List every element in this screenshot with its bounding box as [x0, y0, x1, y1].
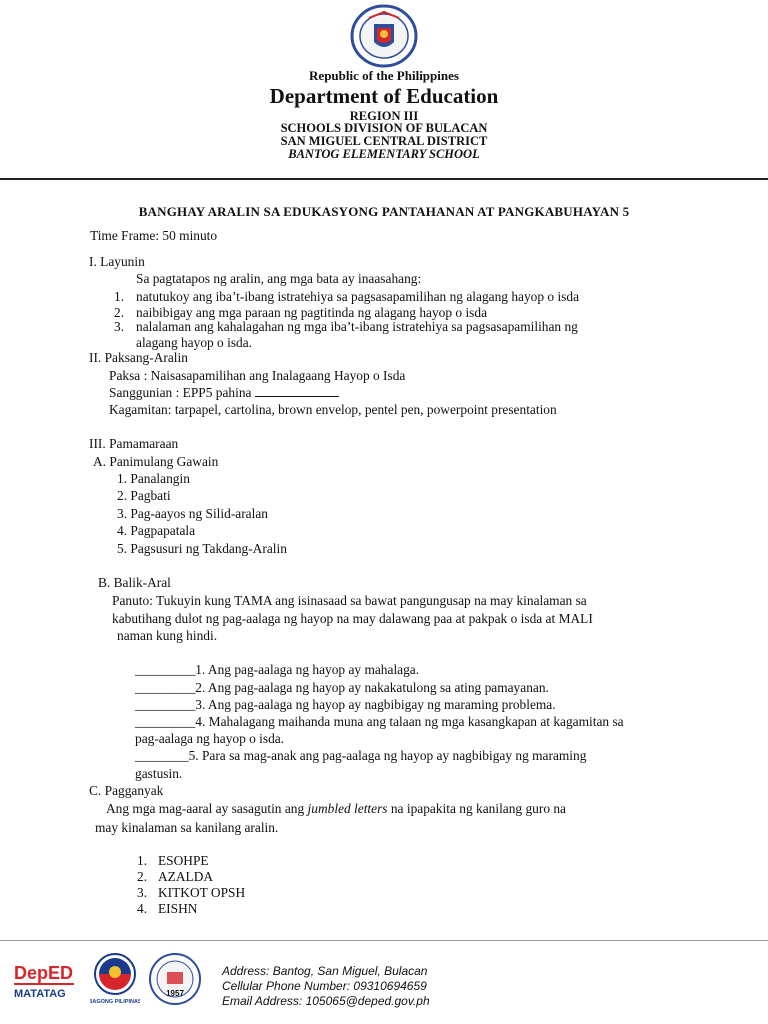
paksa-heading: II. Paksang-Aralin	[89, 350, 188, 365]
svg-text:MATATAG: MATATAG	[14, 988, 66, 1000]
time-frame: Time Frame: 50 minuto	[90, 228, 218, 243]
layunin-item-text: natutukoy ang iba’t-ibang istratehiya sa pagsasapamilihan ng alagang hayop o isda	[136, 289, 580, 304]
panuto-line: Panuto: Tukuyin kung TAMA ang isinasaad sa bawat pangungusap na may kinalaman sa	[112, 593, 587, 608]
balik-aral-item	[135, 713, 624, 730]
footer-phone: Cellular Phone Number: 09310694659	[222, 979, 427, 993]
paksa-sanggunian	[109, 384, 339, 401]
answer-blank: ________	[135, 748, 189, 763]
header-region: REGION III	[349, 109, 419, 123]
panimulang-item: 4. Pagpapatala	[117, 523, 196, 538]
layunin-intro: Sa pagtatapos ng aralin, ang mga bata ay inaasahang:	[136, 271, 422, 286]
jumbled-number: 2.	[137, 869, 148, 884]
footer-address: Address: Bantog, San Miguel, Bulacan	[222, 964, 428, 978]
balik-aral-item-cont: gastusin.	[135, 766, 183, 781]
pagganyak-heading: C. Pagganyak	[89, 783, 164, 798]
sanggunian-blank	[255, 385, 339, 397]
layunin-item-number: 1.	[114, 289, 125, 304]
balik-aral-item	[135, 696, 556, 713]
pagganyak-line: may kinalaman sa kanilang aralin.	[95, 820, 279, 835]
pagganyak-line	[106, 800, 566, 817]
balik-aral-item-text: 2. Ang pag-aalaga ng hayop ay nakakatulong sa ating pamayanan.	[195, 680, 549, 695]
layunin-heading: I. Layunin	[89, 254, 145, 269]
jumbled-word: EISHN	[158, 901, 198, 916]
balik-aral-item	[135, 679, 549, 696]
balik-aral-item-cont: pag-aalaga ng hayop o isda.	[135, 731, 285, 746]
balik-aral-item	[135, 661, 419, 678]
panuto-line: naman kung hindi.	[117, 628, 218, 643]
jumbled-number: 1.	[137, 853, 148, 868]
paksa-kagamitan: Kagamitan: tarpapel, cartolina, brown envelop, pentel pen, powerpoint presentation	[109, 402, 557, 417]
pagganyak-text: Ang mga mag-aaral ay sasagutin ang	[106, 801, 308, 816]
balik-aral-item-text: 3. Ang pag-aalaga ng hayop ay nagbibigay ng maraming problema.	[195, 697, 556, 712]
panimulang-item: 5. Pagsusuri ng Takdang-Aralin	[117, 541, 287, 556]
panimulang-item: 3. Pag-aayos ng Silid-aralan	[117, 506, 268, 521]
footer-email: Email Address: 105065@deped.gov.ph	[222, 994, 430, 1008]
answer-blank: _________	[135, 714, 196, 729]
header-republic: Republic of the Philippines	[309, 68, 459, 83]
balik-aral-item-text: 4. Mahalagang maihanda muna ang talaan ng mga kasangkapan at kagamitan sa	[195, 714, 624, 729]
paksa-topic: Paksa : Naisasapamilihan ang Inalagaang Hayop o Isda	[109, 368, 406, 383]
jumbled-word: ESOHPE	[158, 853, 209, 868]
header-district: SAN MIGUEL CENTRAL DISTRICT	[280, 134, 488, 148]
answer-blank: _________	[135, 697, 196, 712]
jumbled-word: KITKOT OPSH	[158, 885, 246, 900]
svg-text:1957: 1957	[166, 989, 184, 998]
jumbled-word: AZALDA	[158, 869, 214, 884]
svg-text:DepED: DepED	[14, 963, 74, 983]
balik-aral-item	[135, 747, 586, 764]
layunin-item-number: 3.	[114, 319, 125, 334]
answer-blank: _________	[135, 680, 196, 695]
bagong-pilipinas-logo	[90, 950, 140, 1008]
header-school: BANTOG ELEMENTARY SCHOOL	[288, 147, 480, 161]
layunin-item-text: naibibigay ang mga paraan ng pagtitinda ng alagang hayop o isda	[136, 305, 488, 320]
header-division: SCHOOLS DIVISION OF BULACAN	[280, 121, 488, 135]
panuto-line: kabutihang dulot ng pag-aalaga ng hayop na may dalawang paa at pakpak o isda at MALI	[112, 611, 593, 626]
layunin-item-number: 2.	[114, 305, 125, 320]
jumbled-number: 3.	[137, 885, 148, 900]
panimulang-gawain-heading: A. Panimulang Gawain	[93, 454, 219, 469]
layunin-item-text-cont: alagang hayop o isda.	[136, 335, 253, 350]
pagganyak-text: na ipapakita ng kanilang guro na	[387, 801, 567, 816]
jumbled-number: 4.	[137, 901, 148, 916]
header-divider	[0, 178, 768, 180]
deped-seal-logo	[339, 4, 429, 68]
balik-aral-item-text: 1. Ang pag-aalaga ng hayop ay mahalaga.	[195, 662, 420, 677]
header-department: Department of Education	[269, 84, 499, 108]
balik-aral-heading: B. Balik-Aral	[98, 575, 171, 590]
deped-matatag-logo	[12, 957, 76, 1003]
document-title: BANGHAY ARALIN SA EDUKASYONG PANTAHANAN AT PANGKABUHAYAN 5	[138, 204, 630, 219]
layunin-item-text: nalalaman ang kahalagahan ng mga iba’t-ibang istratehiya sa pagsasapamilihan ng	[136, 319, 578, 334]
answer-blank: _________	[135, 662, 196, 677]
footer-divider	[0, 940, 768, 941]
sanggunian-label: Sanggunian : EPP5 pahina	[109, 385, 252, 400]
pamamaraan-heading: III. Pamamaraan	[89, 436, 179, 451]
panimulang-item: 2. Pagbati	[117, 488, 171, 503]
balik-aral-item-text: 5. Para sa mag-anak ang pag-aalaga ng hayop ay nagbibigay ng maraming	[188, 748, 587, 763]
school-seal-logo	[148, 952, 202, 1006]
svg-text:BAGONG PILIPINAS: BAGONG PILIPINAS	[90, 999, 140, 1005]
panimulang-item: 1. Panalangin	[117, 471, 190, 486]
jumbled-letters-term: jumbled letters	[307, 801, 388, 816]
